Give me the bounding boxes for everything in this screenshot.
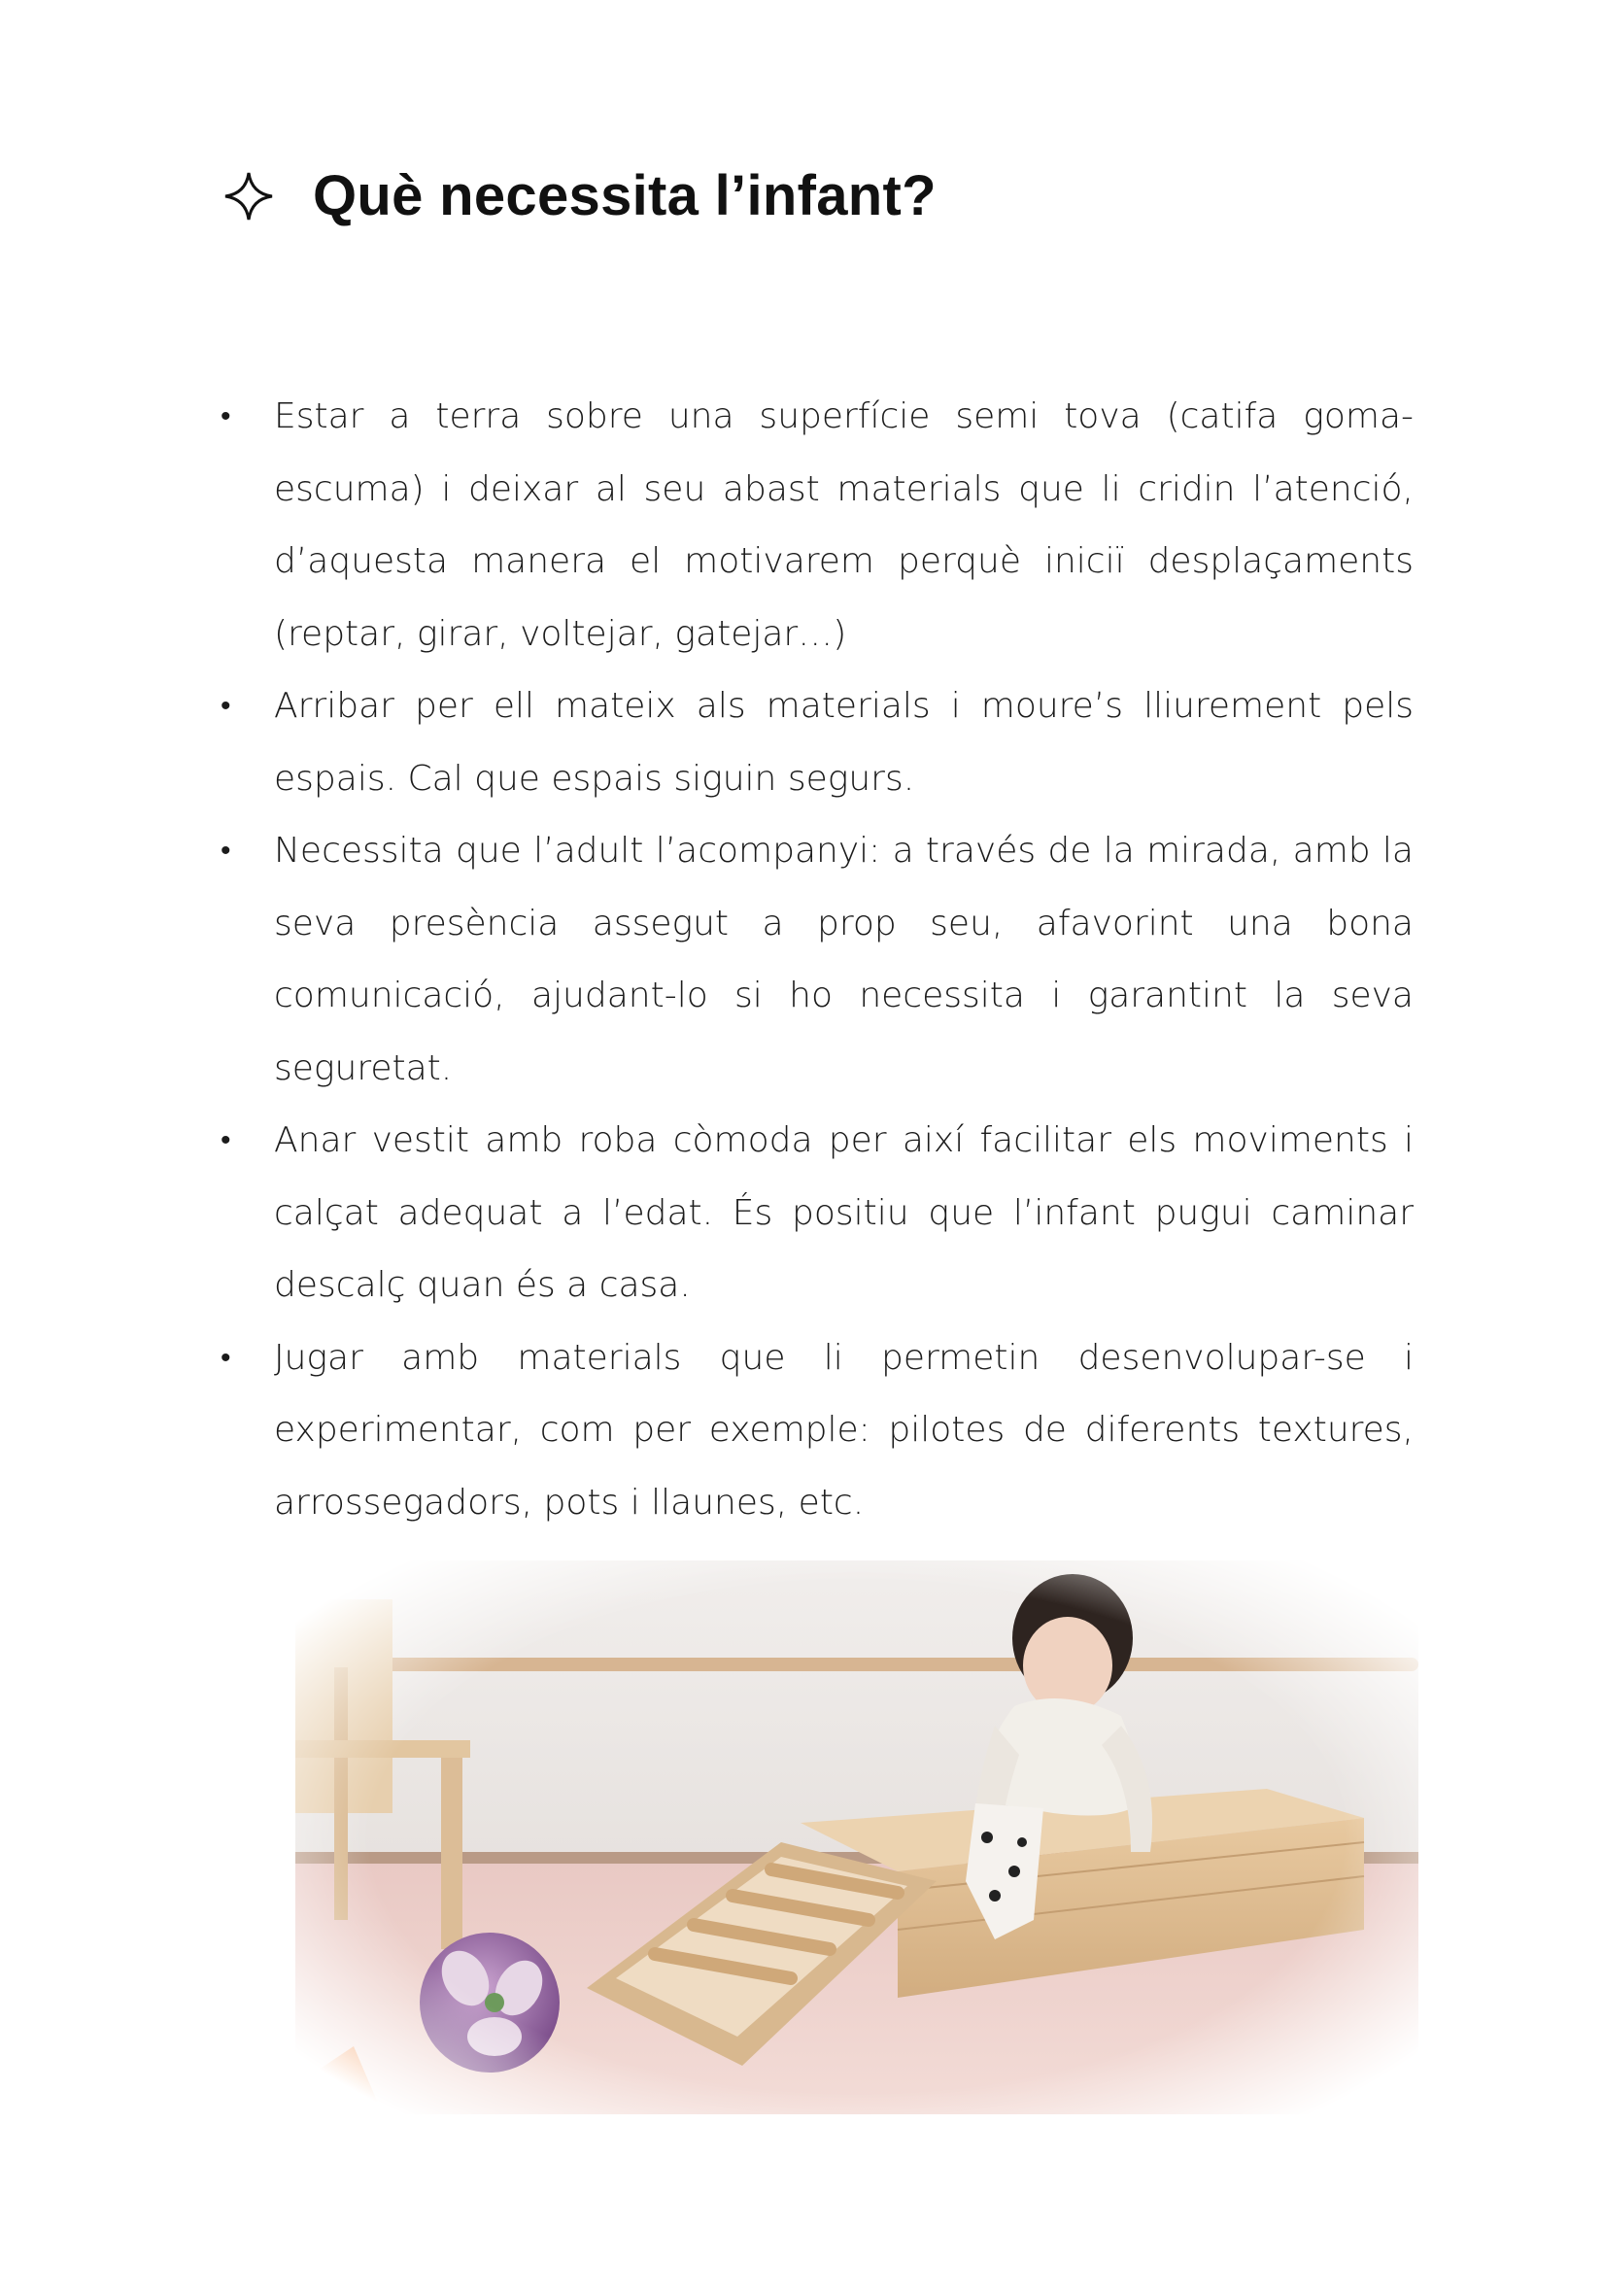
section-heading (222, 163, 937, 228)
list-item-text: Jugar amb materials que li permetin desenvolupar-se i experimentar, com per exemple: pilotes de diferents textures, arrossegadors, pots i llaunes, etc. (274, 1337, 1414, 1523)
list-item-text: Estar a terra sobre una superfície semi tova (catifa goma-escuma) i deixar al seu abast materials que li cridin l’atenció, d’aquesta manera el motivarem perquè iniciï desplaçaments (reptar, girar, voltejar, gatejar…) (274, 396, 1414, 654)
list-item (219, 1322, 1414, 1540)
bullet-marker: • (221, 689, 231, 723)
bullet-marker: • (221, 834, 231, 868)
list-item (219, 815, 1414, 1105)
bullet-marker: • (221, 1123, 231, 1157)
list-item (219, 1105, 1414, 1322)
list-item-text: Anar vestit amb roba còmoda per així facilitar els moviments i calçat adequat a l’edat. És positiu que l’infant pugui caminar descalç quan és a casa. (274, 1120, 1414, 1305)
list-item (219, 670, 1414, 815)
bullet-marker: • (221, 399, 231, 433)
list-item (219, 381, 1414, 670)
list-item-text: Necessita que l’adult l’acompanyi: a través de la mirada, amb la seva presència assegut a prop seu, afavorint una bona comunicació, ajudant-lo si ho necessita i garantint la seva seguretat. (274, 831, 1414, 1088)
needs-list (219, 381, 1414, 1539)
bullet-marker: • (221, 1340, 231, 1375)
page-title: Què necessita l’infant? (313, 164, 937, 227)
child-playing-photo (295, 1560, 1418, 2114)
four-point-star-icon (222, 169, 276, 223)
list-item-text: Arribar per ell mateix als materials i moure’s lliurement pels espais. Cal que espais siguin segurs. (274, 686, 1414, 799)
